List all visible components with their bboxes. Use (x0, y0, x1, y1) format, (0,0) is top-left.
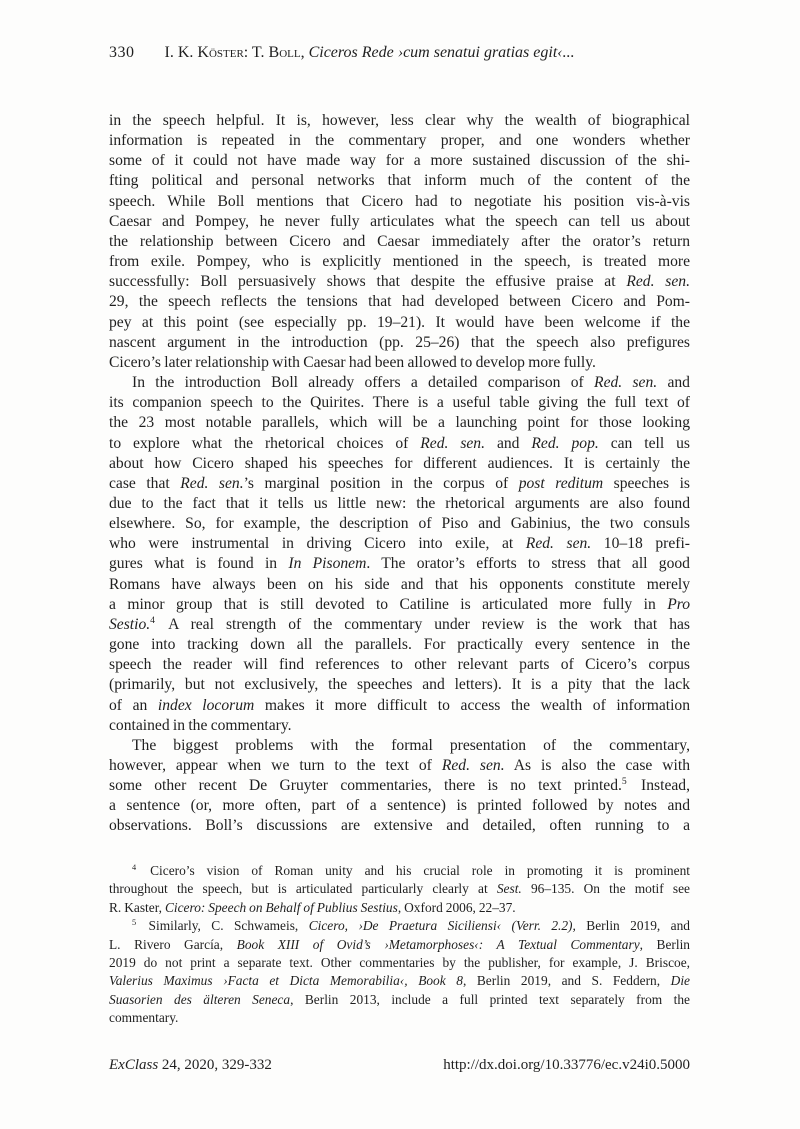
text-line (109, 413, 690, 433)
text-run: Sestio. (109, 615, 151, 633)
text-line (109, 862, 690, 880)
text-run: Sest. (496, 881, 522, 897)
text-line (109, 696, 690, 716)
text-line (109, 615, 690, 635)
text-run: Berlin 2019, and (575, 918, 690, 934)
footnotes (109, 862, 690, 1028)
text-run: speeches is (603, 474, 690, 492)
text-run: Cicero’s later relationship with Caesar had been allowed to develop more fully. (109, 353, 596, 371)
text-line (109, 796, 690, 816)
text-run: observations. Boll’s discussions are extensive and detailed, often running to a (109, 817, 690, 835)
text-run: 96–135. On the motif see (521, 881, 690, 897)
text-run: , Berlin 2019, and S. Feddern, (462, 973, 671, 989)
text-run: As is also the case with (504, 757, 691, 774)
text-run: contained in the commentary. (109, 716, 292, 734)
text-run: information is repeated in the commentary proper, and one wonders whether (109, 132, 690, 150)
text-run: and (485, 434, 532, 452)
text-run: throughout the speech, but is articulated particularly clearly at (109, 881, 497, 897)
text-run: Cicero’s vision of Roman unity and his crucial role in promoting it is prominent (138, 863, 690, 878)
text-run: Similarly, C. Schwameis, (138, 918, 309, 934)
text-run: Red. sen. (594, 374, 658, 392)
footnote-ref: 4 (150, 614, 155, 626)
text-run: . The orator’s efforts to stress that all good (366, 555, 690, 573)
journal-citation (109, 1057, 272, 1074)
text-run: Suasorien des älteren Seneca (109, 991, 291, 1007)
text-run: Caesar and Pompey, he never fully articulates what the speech can tell us about (109, 212, 690, 230)
text-run: the relationship between Cicero and Caesar immediately after the orator’s return (109, 232, 690, 250)
text-run: commentary. (109, 1010, 179, 1026)
text-line (109, 232, 690, 252)
text-run: a sentence (or, more often, part of a sentence) is printed followed by notes and (109, 797, 690, 815)
text-run: In the introduction Boll already offers a detailed comparison of (132, 374, 595, 392)
text-run: In Pisonem (288, 555, 367, 573)
text-run: Red. sen. (441, 757, 505, 774)
text-run: some other recent De Gruyter commentaries, there is no text printed. (109, 777, 622, 795)
text-run: (primarily, but not exclusively, the speeches and letters). It is a pity that the lack (109, 676, 690, 694)
text-run: from exile. Pompey, who is explicitly mentioned in the speech, is treated more (109, 253, 690, 271)
text-run: about how Cicero shaped his speeches for different audiences. It is certainly the (109, 454, 690, 472)
running-title (165, 44, 575, 61)
text-run: and (657, 374, 690, 392)
text-run: 24, 2020, 329-332 (158, 1057, 272, 1073)
text-line (109, 111, 690, 131)
text-run: its companion speech to the Quirites. There is a useful table giving the full text of (109, 394, 690, 412)
text-run: Cicero: Speech on Behalf of Publius Sestius (164, 899, 398, 915)
text-line (109, 292, 690, 312)
text-line (109, 554, 690, 574)
text-line (109, 171, 690, 191)
text-run: speech the reader will find references to other relevant parts of Cicero’s corpus (109, 656, 690, 674)
doi-text: http://dx.doi.org/10.33776/ec.v24i0.5000 (443, 1057, 690, 1073)
text-run: 29, the speech reflects the tensions that had developed between Cicero and Pom- (109, 293, 690, 311)
text-run: in the speech helpful. It is, however, less clear why the wealth of biographical (109, 112, 690, 129)
review-body (109, 111, 690, 837)
text-run: , Berlin 2013, include a full printed text separately from the (290, 991, 690, 1007)
text-run: case that (109, 474, 181, 492)
text-run: Valerius Maximus ›Facta et Dicta Memorabilia‹, Book 8 (109, 973, 463, 989)
text-line (109, 151, 690, 171)
text-run: Red. sen. (180, 474, 244, 492)
text-run: however, appear when we turn to the text of (109, 757, 442, 774)
text-run: fting political and personal networks that inform much of the content of the (109, 172, 690, 190)
footnote-ref: 5 (621, 775, 627, 787)
text-line (109, 899, 690, 917)
text-run: gures what is found in (109, 555, 289, 573)
text-line (109, 454, 690, 474)
text-run: Red. sen. (420, 434, 486, 452)
text-run: I. K. Köster: T. Boll, (164, 44, 309, 61)
text-run: Instead, (628, 777, 690, 795)
text-line (109, 192, 690, 212)
text-run: gone into tracking down all the parallels. For practically every sentence in the (109, 636, 690, 654)
text-run: index locorum (157, 696, 255, 714)
text-run: speech. While Boll mentions that Cicero had to negotiate his position vis-à-vis (109, 192, 690, 210)
text-run: , Berlin (639, 936, 691, 952)
text-line (109, 736, 690, 756)
text-run: L. Rivero García, (109, 936, 237, 952)
text-run: nascent argument in the introduction (pp. 25–26) that the speech also prefigures (109, 333, 690, 351)
text-line (109, 373, 690, 393)
text-line (109, 635, 690, 655)
text-run: pey at this point (see especially pp. 19–21). It would have been welcome if the (109, 313, 690, 331)
text-run: Red. sen. (626, 273, 690, 291)
text-run: 2019 do not print a separate text. Other commentaries by the publisher, for example, J. Briscoe, (109, 955, 690, 971)
text-line (109, 575, 690, 595)
page-footer (109, 1057, 690, 1074)
text-line (109, 272, 690, 292)
text-run: Pro (667, 595, 690, 613)
footnote-ref: 5 (132, 917, 137, 927)
text-line (109, 991, 690, 1009)
text-run: can tell us (598, 434, 690, 452)
text-run: due to the fact that it tells us little new: the rhetorical arguments are also found (109, 494, 690, 512)
text-line (109, 353, 690, 373)
footnote-ref: 4 (132, 862, 137, 872)
text-line (109, 917, 690, 935)
text-line (109, 756, 690, 776)
text-run: The biggest problems with the formal presentation of the commentary, (132, 736, 690, 754)
text-line (109, 212, 690, 232)
text-run: Romans have always been on his side and that his opponents constitute merely (109, 575, 690, 593)
text-run: R. Kaster, (109, 899, 165, 915)
text-run: makes it more difficult to access the wealth of information (254, 696, 690, 714)
text-run: Book XIII of Ovid’s ›Metamorphoses‹: A Textual Commentary (236, 936, 640, 952)
text-line (109, 716, 690, 736)
text-run: some of it could not have made way for a more sustained discussion of the shi- (109, 152, 690, 170)
text-run: Red. sen. (525, 535, 592, 553)
text-line (109, 474, 690, 494)
text-run: ’s marginal position in the corpus of (243, 474, 519, 492)
text-run: a minor group that is still devoted to Catiline is articulated more fully in (109, 595, 668, 613)
text-run: A real strength of the commentary under review is the work that has (156, 615, 690, 633)
text-line (109, 776, 690, 796)
text-run: 10–18 prefi- (591, 535, 690, 553)
text-run: elsewhere. So, for example, the description of Piso and Gabinius, the two consuls (109, 515, 690, 533)
text-line (109, 936, 690, 954)
text-line (109, 880, 690, 898)
text-run: Cicero, ›De Praetura Siciliensi‹ (Verr. 2.2), (308, 918, 576, 934)
text-line (109, 252, 690, 272)
text-line (109, 954, 690, 972)
text-line (109, 972, 690, 990)
text-run: post reditum (518, 474, 604, 492)
text-line (109, 1009, 690, 1027)
text-run: the 23 most notable parallels, which will be a launching point for those looking (109, 414, 690, 432)
text-line (109, 333, 690, 353)
text-line (109, 393, 690, 413)
text-run: Die (670, 973, 690, 989)
text-line (109, 434, 690, 454)
text-line (109, 313, 690, 333)
text-line (109, 131, 690, 151)
text-line (109, 534, 690, 554)
text-line (109, 595, 690, 615)
text-run: to explore what the rhetorical choices of (109, 434, 421, 452)
text-run: who were instrumental in driving Cicero into exile, at (109, 535, 526, 553)
text-run: successfully: Boll persuasively shows that despite the effusive praise at (109, 273, 627, 291)
running-header (109, 44, 690, 62)
text-line (109, 494, 690, 514)
text-run: Ciceros Rede ›cum senatui gratias egit‹... (308, 44, 575, 61)
text-run: ExClass (109, 1057, 159, 1073)
text-line (109, 675, 690, 695)
text-line (109, 514, 690, 534)
text-line (109, 816, 690, 836)
text-run: Red. pop. (531, 434, 599, 452)
text-run: , Oxford 2006, 22–37. (397, 899, 516, 915)
text-line (109, 655, 690, 675)
text-run: of an (109, 696, 158, 714)
page-number: 330 (109, 44, 135, 61)
